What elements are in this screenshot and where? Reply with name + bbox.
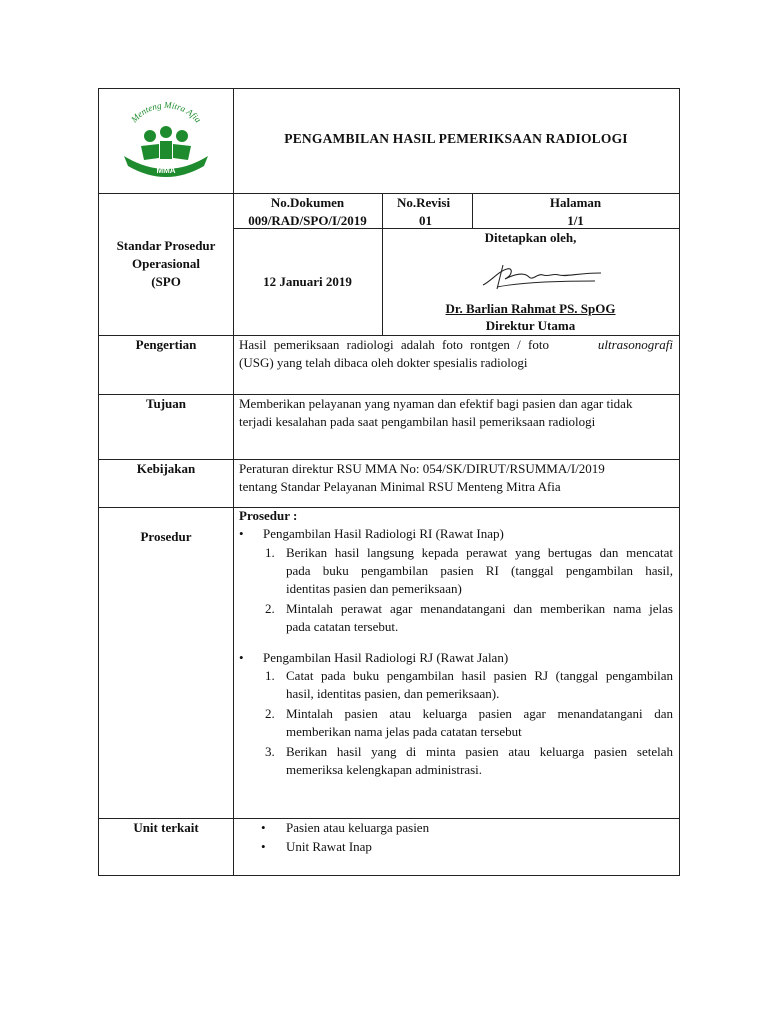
prosedur-heading: Prosedur : xyxy=(239,508,298,523)
step-number: 2. xyxy=(265,601,275,616)
unit-terkait-item: Pasien atau keluarga pasien xyxy=(286,820,430,835)
step-number: 1. xyxy=(265,545,275,560)
kebijakan-label: Kebijakan xyxy=(136,461,196,476)
no-dokumen-value: 009/RAD/SPO/I/2019 xyxy=(248,213,367,228)
step-text-line: Mintalah pasien atau keluarga pasien agar menandatangani dan xyxy=(286,706,673,721)
svg-text:Menteng Mitra Afia: Menteng Mitra Afia xyxy=(128,99,204,125)
kebijakan-line: Peraturan direktur RSU MMA No: 054/SK/DIRUT/RSUMMA/I/2019 xyxy=(239,461,605,476)
step-number: 2. xyxy=(265,706,275,721)
no-dokumen-cell xyxy=(233,193,382,230)
step-text-line: Catat pada buku pengambilan hasil pasien RJ (tanggal pengambilan xyxy=(286,668,673,683)
step-text-line: hasil, identitas pasien, dan pemeriksaan). xyxy=(286,686,500,701)
bullet: • xyxy=(239,650,244,665)
mma-logo-icon xyxy=(114,98,218,184)
pengertian-label: Pengertian xyxy=(135,337,197,352)
row-divider xyxy=(99,818,679,819)
ri-section-title: Pengambilan Hasil Radiologi RI (Rawat Inap) xyxy=(263,526,504,541)
kebijakan-line: tentang Standar Pelayanan Minimal RSU Menteng Mitra Afia xyxy=(239,479,561,494)
spo-document-table xyxy=(98,88,680,876)
tujuan-label: Tujuan xyxy=(146,396,186,411)
no-revisi-label: No.Revisi xyxy=(397,195,451,210)
step-text-line: pada buku pengambilan pasien RI (tanggal pengambilan hasil, xyxy=(286,563,673,578)
pengertian-line: (USG) yang telah dibaca oleh dokter spesialis radiologi xyxy=(239,355,528,370)
halaman-value: 1/1 xyxy=(567,213,584,228)
halaman-label: Halaman xyxy=(549,195,602,210)
pengertian-line xyxy=(239,336,673,354)
bullet: • xyxy=(239,526,244,541)
spo-label xyxy=(99,237,233,291)
step-text-line: Berikan hasil yang di minta pasien atau keluarga pasien setelah xyxy=(286,744,673,759)
tujuan-line: Memberikan pelayanan yang nyaman dan efektif bagi pasien dan agar tidak xyxy=(239,396,633,411)
no-revisi-cell xyxy=(397,193,471,230)
tujuan-line: terjadi kesalahan pada saat pengambilan hasil pemeriksaan radiologi xyxy=(239,414,596,429)
bullet: • xyxy=(261,839,266,854)
column-divider xyxy=(382,193,383,228)
document-title: PENGAMBILAN HASIL PEMERIKSAAN RADIOLOGI xyxy=(284,131,628,146)
step-text-line: memeriksa kelengkapan administrasi. xyxy=(286,762,483,777)
rj-section-title: Pengambilan Hasil Radiologi RJ (Rawat Jalan) xyxy=(263,650,509,665)
halaman-cell xyxy=(472,193,679,230)
svg-text:MMA: MMA xyxy=(156,166,176,175)
spo-date: 12 Januari 2019 xyxy=(263,274,352,289)
step-number: 1. xyxy=(265,668,275,683)
kebijakan-text xyxy=(239,460,673,496)
hospital-logo xyxy=(99,89,233,193)
spo-label-line: (SPO xyxy=(151,274,181,289)
prosedur-label: Prosedur xyxy=(140,529,192,544)
pengertian-text-part: Hasil pemeriksaan radiologi adalah foto rontgen / foto xyxy=(239,337,549,352)
no-dokumen-label: No.Dokumen xyxy=(270,195,345,210)
spo-label-line: Operasional xyxy=(132,256,200,271)
signature-icon xyxy=(477,259,607,295)
signer-name: Dr. Barlian Rahmat PS. SpOG xyxy=(445,301,616,316)
step-text-line: Berikan hasil langsung kepada perawat yang bertugas dan mencatat xyxy=(286,545,673,560)
step-text-line: Mintalah perawat agar menandatangani dan memberikan nama jelas xyxy=(286,601,673,616)
ditetapkan-oleh: Ditetapkan oleh, xyxy=(484,230,577,245)
step-text-line: memberikan nama jelas pada catatan tersebut xyxy=(286,724,522,739)
step-number: 3. xyxy=(265,744,275,759)
spo-label-line: Standar Prosedur xyxy=(116,238,216,253)
pengertian-text xyxy=(239,336,673,372)
pengertian-italic-term: ultrasonografi xyxy=(597,337,673,352)
tujuan-text xyxy=(239,395,673,431)
no-revisi-value: 01 xyxy=(419,213,432,228)
signer-title: Direktur Utama xyxy=(485,318,576,333)
bullet: • xyxy=(261,820,266,835)
row-divider xyxy=(99,507,679,508)
step-text-line: pada catatan tersebut. xyxy=(286,619,399,634)
unit-terkait-item: Unit Rawat Inap xyxy=(286,839,372,854)
step-text-line: identitas pasien dan pemeriksaan) xyxy=(286,581,462,596)
unit-terkait-label: Unit terkait xyxy=(133,820,199,835)
